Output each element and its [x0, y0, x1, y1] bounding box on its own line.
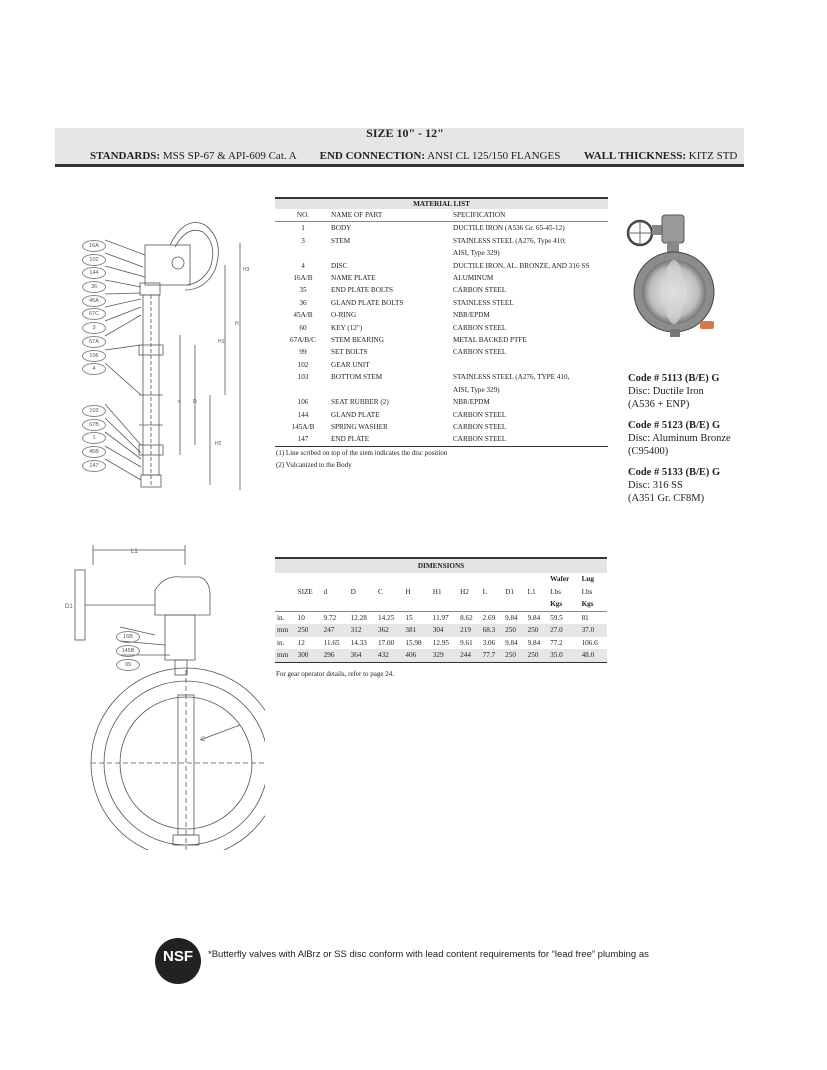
- dim-cell: 244: [458, 649, 481, 662]
- nsf-logo: NSF: [155, 938, 201, 984]
- dim-header-cell: [275, 586, 296, 599]
- dim-cell: 8.62: [458, 611, 481, 624]
- part-no: 102: [297, 360, 309, 369]
- dim-cell: 12.95: [432, 638, 449, 647]
- part-no: 103: [297, 373, 309, 382]
- product-disc-info: Disc: 316 SS: [628, 480, 683, 491]
- part-no: 99: [299, 348, 307, 357]
- dim-cell: 296: [322, 649, 349, 662]
- part-spec: NBR/EPDM: [453, 398, 490, 407]
- dim-row: [275, 649, 607, 662]
- dim-header-cell: Lbs: [581, 587, 593, 596]
- dim-cell: 250: [296, 624, 322, 637]
- material-list: [275, 197, 608, 447]
- part-spec: DUCTILE IRON, AL. BRONZE, AND 316 SS: [453, 261, 590, 270]
- product-codes: [628, 372, 731, 513]
- lead-free-footnote: *Butterfly valves with AlBrz or SS disc conform with lead content requirements for “lead free” plumbing as: [208, 949, 649, 960]
- dim-header-cell: [431, 598, 458, 611]
- part-callout: 16B: [116, 631, 140, 643]
- dim-cell: 2.69: [481, 611, 504, 624]
- part-no: 145A/B: [291, 422, 315, 431]
- part-callout: 67A: [82, 336, 106, 348]
- material-row: [275, 272, 608, 284]
- product-disc-info: (A536 + ENP): [628, 399, 690, 410]
- dim-cell: mm: [275, 649, 296, 662]
- dim-l1: L1: [131, 549, 138, 555]
- product-code: Code # 5133 (B/E) G: [628, 467, 721, 478]
- dim-header-cell: SIZE: [297, 587, 313, 596]
- part-name: [331, 384, 453, 396]
- dim-cell: in.: [275, 611, 296, 624]
- material-row: [275, 334, 608, 346]
- dim-header-cell: [296, 598, 322, 611]
- material-row: [275, 309, 608, 321]
- part-name: STEM: [331, 236, 351, 245]
- product-code: Code # 5113 (B/E) G: [628, 373, 720, 384]
- dim-cell: 81: [580, 611, 607, 624]
- dim-cell: 9.72: [322, 611, 349, 624]
- header-rule: [55, 164, 744, 167]
- end-connection-label: END CONNECTION:: [319, 150, 426, 162]
- part-name: SET BOLTS: [331, 348, 368, 357]
- part-callout: 106: [82, 350, 106, 362]
- dim-cell: 432: [376, 649, 403, 662]
- dim-cell: 77.2: [550, 638, 563, 647]
- dim-cell: 48.0: [580, 649, 607, 662]
- dim-cell: 329: [431, 649, 458, 662]
- part-name: STEM BEARING: [331, 336, 384, 345]
- part-callout: 103: [82, 405, 106, 417]
- part-name: BODY: [331, 224, 352, 233]
- part-callout: 45B: [82, 446, 106, 458]
- part-no: 144: [297, 410, 309, 419]
- dim-c: C: [201, 737, 206, 743]
- dim-header-cell: [458, 573, 481, 586]
- dim-cell: 17.00: [378, 638, 395, 647]
- valve-front-drawing: [65, 545, 265, 850]
- dim-cell: 250: [526, 649, 549, 662]
- part-no: [275, 247, 331, 259]
- product-disc-info: Disc: Aluminum Bronze: [628, 433, 731, 444]
- dim-header-cell: [349, 598, 376, 611]
- part-callout: 36: [82, 281, 106, 293]
- part-no: 16A/B: [293, 274, 313, 283]
- dim-cell: 77.7: [481, 649, 504, 662]
- dim-cell: 9.84: [526, 611, 549, 624]
- dim-cell: 10: [296, 611, 322, 624]
- material-row: [275, 247, 608, 259]
- material-row: [275, 359, 608, 371]
- dim-cell: 106.6: [581, 638, 598, 647]
- dim-h2: H2: [215, 441, 222, 447]
- part-name: BOTTOM STEM: [331, 373, 383, 382]
- part-name: END PLATE BOLTS: [331, 286, 394, 295]
- dim-cell: mm: [275, 624, 296, 637]
- dim-cell: 9.61: [460, 638, 473, 647]
- material-row: [275, 346, 608, 358]
- material-list-table: [275, 197, 608, 447]
- dim-row: [275, 611, 607, 624]
- dim-header-cell: [526, 573, 549, 586]
- part-no: [275, 384, 331, 396]
- part-no: 45A/B: [293, 311, 313, 320]
- dim-cell: 9.84: [503, 611, 526, 624]
- size-title: SIZE 10" - 12": [366, 126, 444, 140]
- part-spec: AISI, Type 329): [453, 249, 500, 258]
- dim-head-bot: [275, 598, 607, 611]
- material-row: [275, 235, 608, 247]
- material-row: [275, 297, 608, 309]
- dim-header-cell: [275, 598, 296, 611]
- product-code-block: [628, 372, 731, 411]
- dim-cell: 3.06: [482, 638, 496, 647]
- part-callout: 16A: [82, 240, 106, 252]
- part-no: 106: [297, 398, 309, 407]
- dim-header-cell: Lug: [581, 575, 594, 583]
- material-row: [275, 260, 608, 272]
- dim-header-cell: C: [378, 587, 383, 596]
- part-callout: 145B: [116, 645, 140, 657]
- dim-cell: 68.3: [481, 624, 504, 637]
- dim-row: [275, 637, 607, 650]
- part-no: 60: [299, 323, 307, 332]
- part-callout: 147: [82, 460, 106, 472]
- part-callout: 67C: [82, 308, 106, 320]
- dim-cell: 12.28: [349, 611, 376, 624]
- dim-cell: 406: [403, 649, 430, 662]
- part-spec: NBR/EPDM: [453, 311, 490, 320]
- part-spec: CARBON STEEL: [453, 410, 507, 419]
- dim-cell: 9.84: [527, 638, 541, 647]
- part-spec: STAINLESS STEEL: [453, 298, 514, 307]
- dim-header-cell: H: [405, 587, 411, 596]
- part-no: 147: [297, 435, 309, 444]
- dim-cell: 219: [458, 624, 481, 637]
- dim-header-cell: L1: [527, 587, 536, 596]
- dim-header-cell: [481, 598, 504, 611]
- product-disc-info: (A351 Gr. CF8M): [628, 493, 705, 504]
- part-name: DISC: [331, 261, 348, 270]
- dim-header-cell: Wafer: [550, 575, 570, 583]
- dim-header-cell: [458, 598, 481, 611]
- standards-value: MSS SP-67 & API-609 Cat. A: [162, 150, 297, 162]
- dim-head-mid: [275, 586, 607, 599]
- material-row: [275, 421, 608, 433]
- end-connection-value: ANSI CL 125/150 FLANGES: [427, 150, 561, 162]
- part-callout: 4: [82, 363, 106, 375]
- part-callout: 67B: [82, 419, 106, 431]
- dimensions-title: DIMENSIONS: [275, 558, 607, 573]
- material-row: [275, 322, 608, 334]
- part-callout: 3: [82, 322, 106, 334]
- dim-cell: 364: [349, 649, 376, 662]
- part-spec: METAL BACKED PTFE: [453, 336, 527, 345]
- dim-cell: 11.97: [431, 611, 458, 624]
- part-spec: AISI, Type 329): [453, 385, 500, 394]
- material-note-2: (2) Vulcanized to the Body: [276, 461, 352, 469]
- dim-cell: 14.33: [350, 638, 367, 647]
- dim-header-cell: [403, 573, 430, 586]
- dim-d1: D1: [65, 604, 73, 610]
- dim-cell: in.: [277, 638, 285, 647]
- part-spec: CARBON STEEL: [453, 323, 507, 332]
- dim-cell: 362: [376, 624, 403, 637]
- dim-cell: 15.98: [405, 638, 422, 647]
- product-code-block: [628, 419, 731, 458]
- dim-header-cell: [322, 573, 349, 586]
- part-callout: 102: [82, 254, 106, 266]
- dim-cell: 9.84: [505, 638, 518, 647]
- dim-cell: 381: [403, 624, 430, 637]
- dim-cell: 12: [297, 638, 305, 647]
- standards-label: STANDARDS:: [90, 150, 161, 162]
- dim-cell: 37.0: [580, 624, 607, 637]
- part-name: O-RING: [331, 311, 357, 320]
- dim-header-cell: L: [482, 587, 488, 596]
- dim-header-cell: [376, 573, 403, 586]
- dim-header-cell: H2: [460, 587, 469, 596]
- dim-cell: 27.0: [548, 624, 579, 637]
- dim-h1: H1: [218, 339, 225, 345]
- dim-cell: 11.65: [323, 638, 340, 647]
- material-row: [275, 396, 608, 408]
- dim-header-cell: [275, 573, 296, 586]
- part-spec: CARBON STEEL: [453, 422, 507, 431]
- product-disc-info: (C95400): [628, 446, 669, 457]
- dim-cell: 250: [503, 649, 526, 662]
- dim-head-top: [275, 573, 607, 586]
- part-spec: STAINLESS STEEL (A276, TYPE 410,: [453, 373, 570, 382]
- part-name: NAME PLATE: [331, 274, 376, 283]
- dim-row: [275, 624, 607, 637]
- dim-cell: 59.5: [548, 611, 579, 624]
- part-no: 4: [301, 261, 305, 270]
- part-callout: 45A: [82, 295, 106, 307]
- part-name: SPRING WASHER: [331, 422, 388, 431]
- dimensions-table: [275, 557, 607, 663]
- dim-header-cell: Lbs: [550, 587, 561, 596]
- col-name: NAME OF PART: [331, 209, 453, 222]
- material-list-title: MATERIAL LIST: [275, 198, 608, 209]
- valve-product-image: [622, 195, 727, 340]
- part-name: END PLATE: [331, 435, 370, 444]
- dim-header-cell: D1: [505, 587, 514, 596]
- dim-d-upper: D: [193, 399, 197, 405]
- dim-cell: 304: [431, 624, 458, 637]
- wall-thickness-label: WALL THICKNESS:: [583, 150, 687, 162]
- part-name: GLAND PLATE: [331, 410, 380, 419]
- dim-header-cell: [503, 573, 526, 586]
- dim-header-cell: [403, 598, 430, 611]
- dim-h: H: [235, 321, 239, 327]
- part-spec: STAINLESS STEEL (A276, Type 410;: [453, 236, 566, 245]
- dim-header-cell: d: [323, 587, 328, 596]
- material-row: [275, 384, 608, 396]
- dim-cell: 300: [296, 649, 322, 662]
- part-no: 1: [301, 224, 305, 233]
- part-spec: CARBON STEEL: [453, 435, 507, 444]
- part-no: 35: [299, 286, 307, 295]
- part-spec: CARBON STEEL: [453, 348, 507, 357]
- dim-cell: 14.25: [376, 611, 403, 624]
- dim-d-lower: d: [178, 399, 181, 405]
- dim-cell: 15: [403, 611, 430, 624]
- part-name: SEAT RUBBER (2): [331, 398, 389, 407]
- dim-h3: H3: [243, 267, 250, 273]
- material-row: [275, 284, 608, 296]
- part-callout: 144: [82, 267, 106, 279]
- standards-line: [90, 150, 737, 162]
- col-no: NO.: [275, 209, 331, 222]
- dim-cell: 247: [322, 624, 349, 637]
- part-spec: ALUMINUM: [453, 274, 494, 283]
- part-name: KEY (12"): [331, 323, 363, 332]
- part-spec: DUCTILE IRON (A536 Gr. 65-45-12): [453, 224, 565, 233]
- product-code-block: [628, 466, 731, 505]
- part-no: 67A/B/C: [290, 336, 316, 345]
- dim-cell: 312: [349, 624, 376, 637]
- dim-header-cell: Kgs: [581, 600, 594, 608]
- dim-header-cell: [481, 573, 504, 586]
- dimensions-note: For gear operator details, refer to page 24.: [276, 670, 394, 678]
- dim-header-cell: [503, 598, 526, 611]
- dim-header-cell: [376, 598, 403, 611]
- dim-cell: 35.0: [548, 649, 579, 662]
- part-spec: CARBON STEEL: [453, 286, 507, 295]
- part-callout: 1: [82, 432, 106, 444]
- product-disc-info: Disc: Ductile Iron: [628, 386, 704, 397]
- part-spec: [453, 359, 608, 371]
- material-row: [275, 409, 608, 421]
- col-spec: SPECIFICATION: [453, 209, 608, 222]
- part-no: 3: [301, 236, 305, 245]
- dim-cell: 250: [503, 624, 526, 637]
- dimensions: [275, 557, 607, 663]
- material-row: [275, 371, 608, 383]
- dim-header-cell: [526, 598, 549, 611]
- part-callout: 99: [116, 659, 140, 671]
- dim-cell: 250: [526, 624, 549, 637]
- part-no: 36: [299, 298, 307, 307]
- dim-header-cell: H1: [432, 587, 442, 596]
- part-name: [331, 247, 453, 259]
- dim-header-cell: [431, 573, 458, 586]
- dim-header-cell: Kgs: [550, 600, 563, 608]
- dim-header-cell: [349, 573, 376, 586]
- material-row: [275, 222, 608, 235]
- wall-thickness-value: KITZ STD: [688, 150, 738, 162]
- material-row: [275, 433, 608, 446]
- part-name: GEAR UNIT: [331, 360, 370, 369]
- dim-header-cell: [296, 573, 322, 586]
- product-code: Code # 5123 (B/E) G: [628, 420, 721, 431]
- part-name: GLAND PLATE BOLTS: [331, 298, 404, 307]
- dim-header-cell: D: [350, 587, 356, 596]
- material-note-1: (1) Line scribed on top of the stem indicates the disc position: [276, 449, 448, 457]
- dim-header-cell: [322, 598, 349, 611]
